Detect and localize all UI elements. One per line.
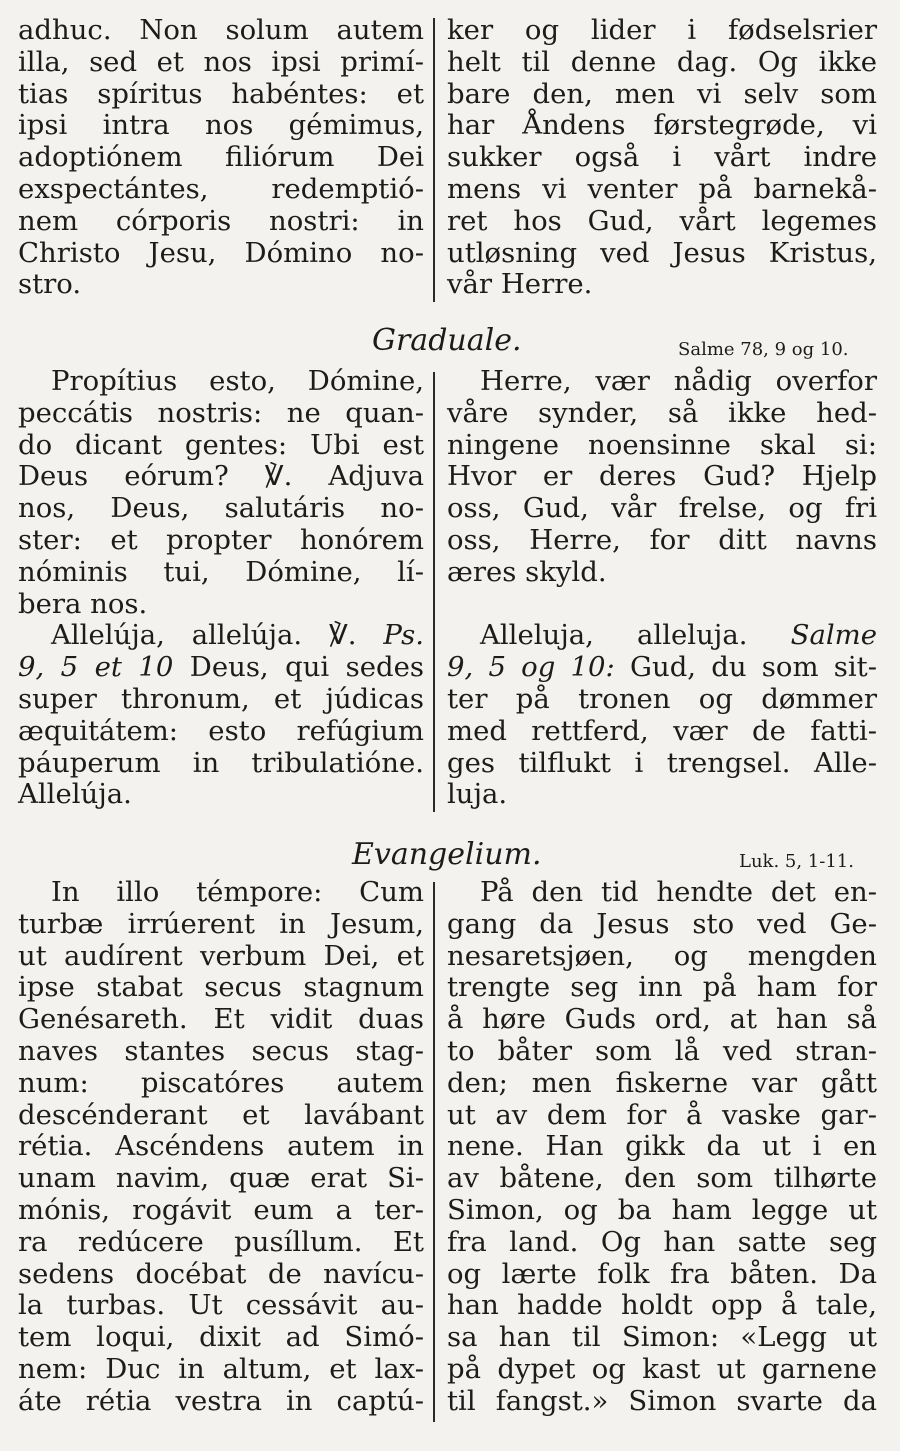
column-divider xyxy=(433,18,435,302)
text-line: do dicant gentes: Ubi est xyxy=(18,428,424,461)
text-line: rétia. Ascéndens autem in xyxy=(18,1130,424,1163)
text-line: mónis, rogávit eum a ter- xyxy=(18,1193,424,1226)
latin-column-graduale xyxy=(18,366,424,811)
text-line: adhuc. Non solum autem xyxy=(18,14,424,46)
text-line: adoptiónem filiórum Dei xyxy=(18,141,424,174)
text-line: våre synder, så ikke hed- xyxy=(447,396,877,429)
text-line: nem: Duc in altum, et lax- xyxy=(18,1352,424,1385)
text-line: han hadde holdt opp å tale, xyxy=(447,1289,877,1322)
text-line: Deus eórum? ℣. Adjuva xyxy=(18,460,424,493)
blank-line xyxy=(447,589,877,621)
text-line: helt til denne dag. Og ikke xyxy=(447,45,877,78)
column-divider xyxy=(433,372,435,812)
text-line: exspectántes, redemptió- xyxy=(18,172,424,205)
text-line: med rettferd, vær de fatti- xyxy=(447,714,877,747)
text-line: mens vi venter på barnekå- xyxy=(447,172,877,205)
graduale-reference: Salme 78, 9 og 10. xyxy=(678,339,849,360)
text-line: gang da Jesus sto ved Ge- xyxy=(447,907,877,940)
text-line: Allelúja. xyxy=(18,778,132,811)
text-line: har Åndens førstegrøde, vi xyxy=(447,109,877,142)
text-line: oss, Herre, for ditt navns xyxy=(447,523,877,556)
text-line: ra redúcere pusíllum. Et xyxy=(18,1225,424,1258)
text-line: på dypet og kast ut garnene xyxy=(447,1352,877,1385)
text-line: På den tid hendte det en- xyxy=(480,876,877,908)
norwegian-column-top xyxy=(447,15,877,301)
text-line: ker og lider i fødselsrier xyxy=(447,14,877,46)
text-line: to båter som lå ved stran- xyxy=(447,1034,877,1067)
text-line: nene. Han gikk da ut i en xyxy=(447,1130,877,1163)
text-line: sedens docébat de navícu- xyxy=(18,1257,424,1290)
text-line: nóminis tui, Dómine, lí- xyxy=(18,555,424,588)
text-line: nem córporis nostri: in xyxy=(18,204,424,237)
text-line: ningene noensinne skal si: xyxy=(447,428,877,461)
text-line: av båtene, den som tilhørte xyxy=(447,1162,877,1195)
text-line: super thronum, et júdicas xyxy=(18,682,424,715)
text-line: vår Herre. xyxy=(447,268,593,301)
text-line: trengte seg inn på ham for xyxy=(447,971,877,1004)
column-divider xyxy=(433,882,435,1422)
text-line: 9, 5 og 10: Gud, du som sit- xyxy=(447,651,877,684)
text-line: ut av dem for å vaske gar- xyxy=(447,1098,877,1131)
text-line: Herre, vær nådig overfor xyxy=(480,365,877,397)
text-line: páuperum in tribulatióne. xyxy=(18,746,424,779)
text-line: ret hos Gud, vårt legemes xyxy=(447,204,877,237)
text-line: sa han til Simon: «Legg ut xyxy=(447,1321,877,1354)
norwegian-column-evangelium xyxy=(447,877,877,1418)
text-line: nos, Deus, salutáris no- xyxy=(18,492,424,525)
text-line: æquitátem: esto refúgium xyxy=(18,714,424,747)
graduale-heading: Graduale. xyxy=(372,323,522,358)
text-line: áte rétia vestra in captú- xyxy=(18,1384,424,1417)
text-line: luja. xyxy=(447,778,508,811)
text-line: ipse stabat secus stagnum xyxy=(18,971,424,1004)
text-line: den; men fiskerne var gått xyxy=(447,1066,877,1099)
text-line: descénderant et lavábant xyxy=(18,1098,424,1131)
text-line: fra land. Og han satte seg xyxy=(447,1225,877,1258)
text-line: 9, 5 et 10 Deus, qui sedes xyxy=(18,651,425,684)
text-line: å høre Guds ord, at han så xyxy=(447,1003,877,1036)
text-line: sukker også i vårt indre xyxy=(447,141,877,174)
text-line: naves stantes secus stag- xyxy=(18,1034,424,1067)
text-line: til fangst.» Simon svarte da xyxy=(447,1384,877,1417)
text-line: num: piscatóres autem xyxy=(18,1066,424,1099)
text-line: bera nos. xyxy=(18,587,148,620)
text-line: ges tilflukt i trengsel. Alle- xyxy=(447,746,877,779)
text-line: In illo témpore: Cum xyxy=(51,876,424,908)
evangelium-heading: Evangelium. xyxy=(352,837,542,872)
latin-column-evangelium xyxy=(18,877,424,1418)
text-line: tias spíritus habéntes: et xyxy=(18,77,424,110)
latin-column-top xyxy=(18,15,424,301)
text-line: æres skyld. xyxy=(447,555,607,588)
text-line: illa, sed et nos ipsi primí- xyxy=(18,45,424,78)
text-line: stro. xyxy=(18,268,82,301)
text-line: Christo Jesu, Dómino no- xyxy=(18,236,424,269)
text-line: og lærte folk fra båten. Da xyxy=(447,1257,877,1290)
text-line: la turbas. Ut cessávit au- xyxy=(18,1289,424,1322)
text-line: nesaretsjøen, og mengden xyxy=(447,939,877,972)
text-line: utløsning ved Jesus Kristus, xyxy=(447,236,877,269)
norwegian-column-graduale xyxy=(447,366,877,811)
text-line: bare den, men vi selv som xyxy=(447,77,877,110)
text-line: Allelúja, allelúja. ℣. Ps. xyxy=(51,619,424,652)
text-line: Hvor er deres Gud? Hjelp xyxy=(447,460,877,493)
text-line: Propítius esto, Dómine, xyxy=(51,365,424,397)
text-line: ut audírent verbum Dei, et xyxy=(18,939,424,972)
text-line: Alleluja, alleluja. Salme xyxy=(480,619,877,652)
evangelium-reference: Luk. 5, 1-11. xyxy=(739,851,854,872)
text-line: Simon, og ba ham legge ut xyxy=(447,1193,877,1226)
text-line: turbæ irrúerent in Jesum, xyxy=(18,907,424,940)
text-line: Genésareth. Et vidit duas xyxy=(18,1003,424,1036)
text-line: ster: et propter honórem xyxy=(18,523,424,556)
text-line: peccátis nostris: ne quan- xyxy=(18,396,424,429)
text-line: unam navim, quæ erat Si- xyxy=(18,1162,424,1195)
text-line: ipsi intra nos gémimus, xyxy=(18,109,424,142)
text-line: ter på tronen og dømmer xyxy=(447,682,877,715)
text-line: oss, Gud, vår frelse, og fri xyxy=(447,492,877,525)
text-line: tem loqui, dixit ad Simó- xyxy=(18,1321,424,1354)
